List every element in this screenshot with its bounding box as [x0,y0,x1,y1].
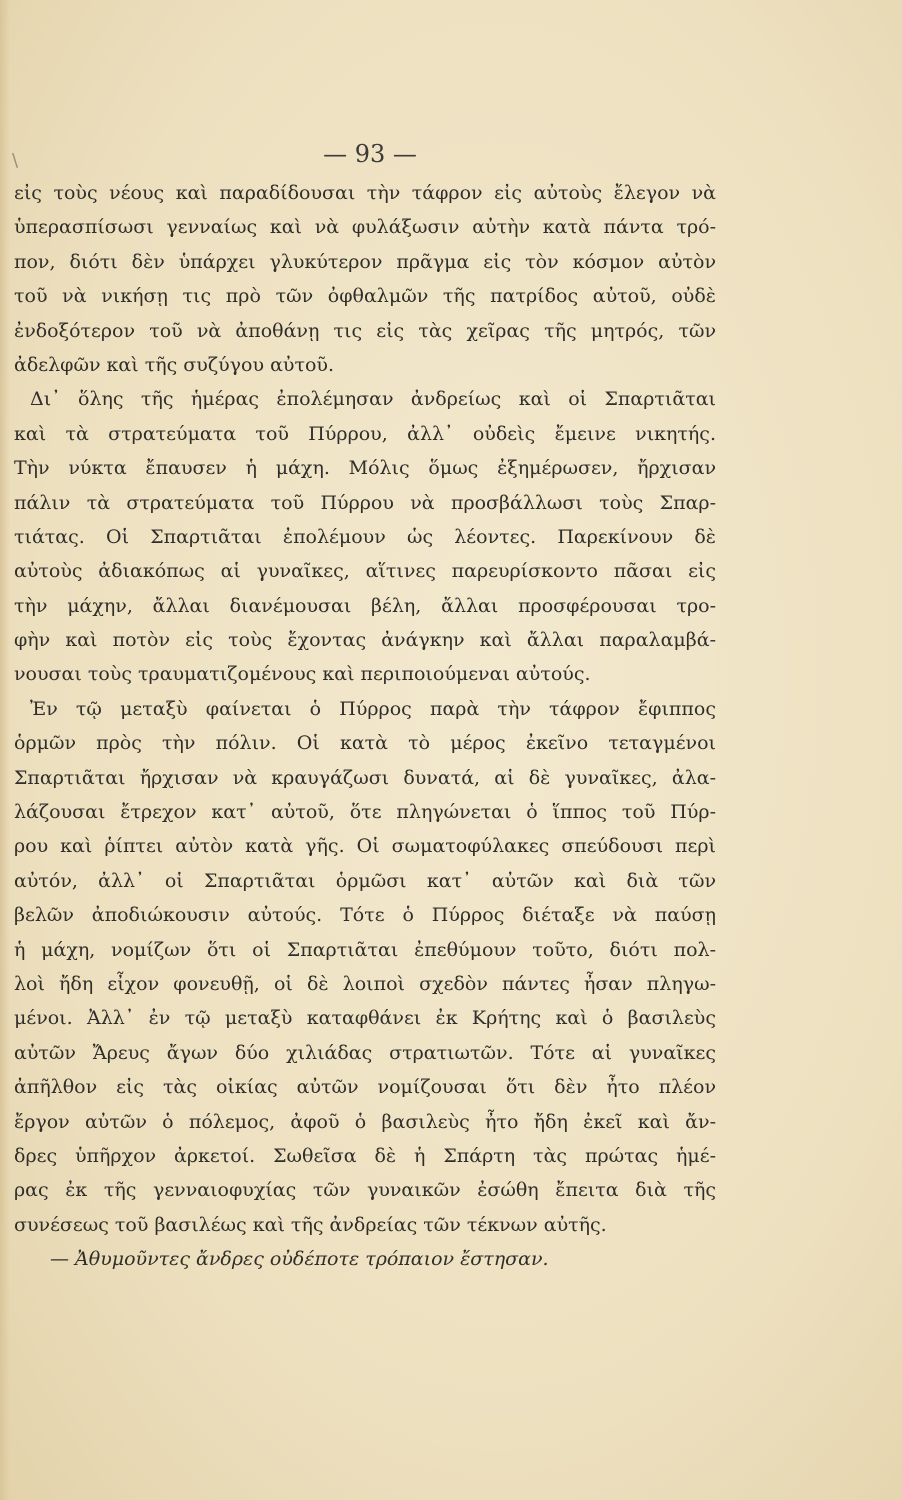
text-line: τὴν μάχην, ἄλλαι διανέμουσαι βέλη, ἄλλαι προσφέρουσαι τρο- [14,594,716,617]
binding-edge-shadow [0,0,10,1500]
text-line: λάζουσαι ἔτρεχον κατ᾽ αὐτοῦ, ὅτε πληγώνεται ὁ ἵππος τοῦ Πύρ- [14,801,716,824]
text-line: ἡ μάχη, νομίζων ὅτι οἱ Σπαρτιᾶται ἐπεθύμουν τοῦτο, διότι πολ- [14,938,716,961]
text-line: πον, διότι δὲν ὑπάρχει γλυκύτερον πρᾶγμα εἰς τὸν κόσμον αὐτὸν [14,250,716,273]
text-line: πάλιν τὰ στρατεύματα τοῦ Πύρρου νὰ προσβάλλωσι τοὺς Σπαρ- [14,491,716,514]
text-line: ἐνδοξότερον τοῦ νὰ ἀποθάνῃ τις εἰς τὰς χεῖρας τῆς μητρός, τῶν [14,319,716,342]
text-line: ρας ἐκ τῆς γενναιοφυχίας τῶν γυναικῶν ἐσώθη ἔπειτα διὰ τῆς [14,1179,716,1202]
text-line: ἔργον αὐτῶν ὁ πόλεμος, ἀφοῦ ὁ βασιλεὺς ἦτο ἤδη ἐκεῖ καὶ ἄν- [14,1110,716,1133]
closing-maxim: — Ἀθυμοῦντες ἄνδρες οὐδέποτε τρόπαιον ἔστησαν. [50,1248,549,1271]
text-line: αὐτοὺς ἀδιακόπως αἱ γυναῖκες, αἵτινες παρευρίσκοντο πᾶσαι εἰς [14,560,716,583]
text-line: νουσαι τοὺς τραυματιζομένους καὶ περιποιούμεναι αὐτούς. [14,663,591,686]
text-line: μένοι. Ἀλλ᾽ ἐν τῷ μεταξὺ καταφθάνει ἐκ Κρήτης καὶ ὁ βασιλεὺς [14,1007,716,1030]
text-line: δρες ὑπῆρχον ἀρκετοί. Σωθεῖσα δὲ ἡ Σπάρτη τὰς πρώτας ἡμέ- [14,1144,716,1167]
text-line: βελῶν ἀποδιώκουσιν αὐτούς. Τότε ὁ Πύρρος διέταξε νὰ παύσῃ [14,904,716,927]
text-line: Τὴν νύκτα ἔπαυσεν ἡ μάχη. Μόλις ὅμως ἐξημέρωσεν, ἤρχισαν [14,457,716,480]
text-line: ὁρμῶν πρὸς τὴν πόλιν. Οἱ κατὰ τὸ μέρος ἐκεῖνο τεταγμένοι [14,732,716,755]
text-line: αὐτῶν Ἄρευς ἄγων δύο χιλιάδας στρατιωτῶν. Τότε αἱ γυναῖκες [14,1041,716,1064]
text-line: εἰς τοὺς νέους καὶ παραδίδουσαι τὴν τάφρον εἰς αὐτοὺς ἔλεγον νὰ [14,182,716,204]
text-line: ὑπερασπίσωσι γενναίως καὶ νὰ φυλάξωσιν αὐτὴν κατὰ πάντα τρό- [14,216,716,239]
text-line: φὴν καὶ ποτὸν εἰς τοὺς ἔχοντας ἀνάγκην καὶ ἄλλαι παραλαμβά- [14,629,716,652]
body-text [14,176,716,1277]
text-line: αὐτόν, ἀλλ᾽ οἱ Σπαρτιᾶται ὁρμῶσι κατ᾽ αὐτῶν καὶ διὰ τῶν [14,869,716,892]
text-line: Δι᾽ ὅλης τῆς ἡμέρας ἐπολέμησαν ἀνδρείως καὶ οἱ Σπαρτιᾶται [30,388,716,411]
text-line: ρου καὶ ῥίπτει αὐτὸν κατὰ γῆς. Οἱ σωματοφύλακες σπεύδουσι περὶ [14,835,716,858]
text-line: συνέσεως τοῦ βασιλέως καὶ τῆς ἀνδρείας τῶν τέκνων αὐτῆς. [14,1213,607,1236]
text-line: ἀπῆλθον εἰς τὰς οἰκίας αὐτῶν νομίζουσαι ὅτι δὲν ἦτο πλέον [14,1076,716,1099]
margin-mark: \ [12,150,19,171]
text-line: τιάτας. Οἱ Σπαρτιᾶται ἐπολέμουν ὡς λέοντες. Παρεκίνουν δὲ [14,525,716,548]
text-line: Σπαρτιᾶται ἤρχισαν νὰ κραυγάζωσι δυνατά, αἱ δὲ γυναῖκες, ἀλα- [14,766,716,789]
text-line: τοῦ νὰ νικήσῃ τις πρὸ τῶν ὀφθαλμῶν τῆς πατρίδος αὐτοῦ, οὐδὲ [14,285,716,308]
text-line: Ἐν τῷ μεταξὺ φαίνεται ὁ Πύρρος παρὰ τὴν τάφρον ἔφιππος [30,697,716,720]
text-line: λοὶ ἤδη εἶχον φονευθῇ, οἱ δὲ λοιποὶ σχεδὸν πάντες ἦσαν πληγω- [14,972,716,995]
text-line: καὶ τὰ στρατεύματα τοῦ Πύρρου, ἀλλ᾽ οὐδεὶς ἔμεινε νικητής. [14,422,716,445]
page-number: — 93 — [323,140,417,168]
text-line: ἀδελφῶν καὶ τῆς συζύγου αὐτοῦ. [14,353,334,376]
